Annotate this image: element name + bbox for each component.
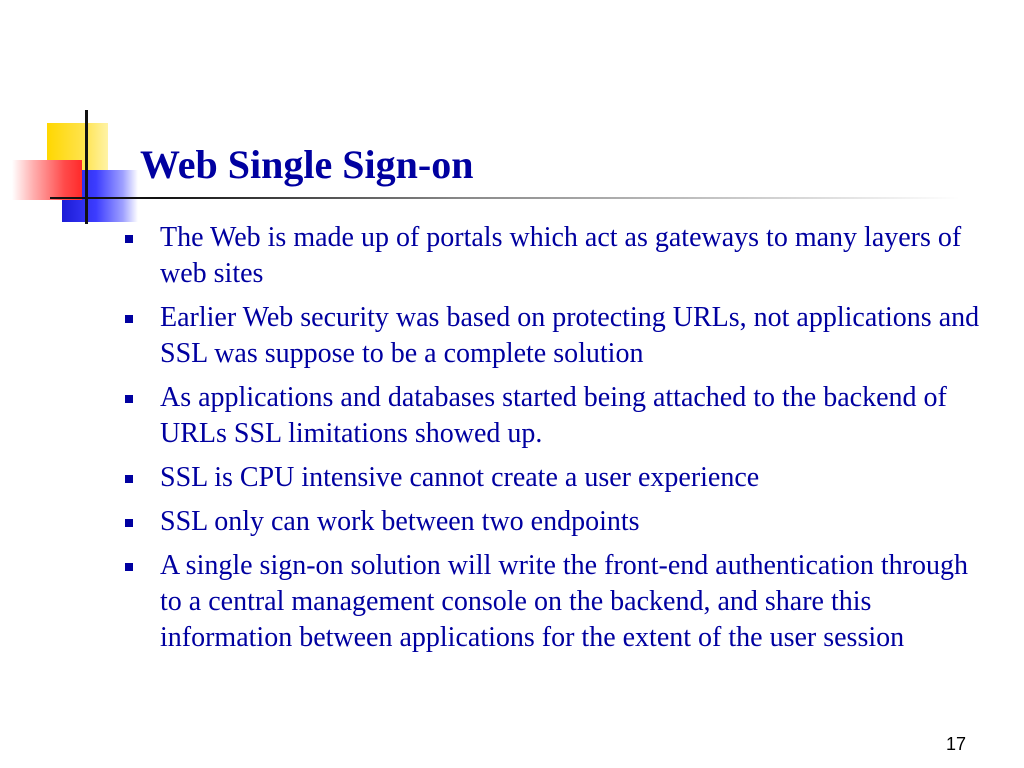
title-underline: [50, 197, 960, 199]
square-bullet-icon: [125, 395, 133, 403]
bullet-item: [122, 220, 982, 292]
bullet-text: A single sign-on solution will write the front-end authentication through to a central management console on the backend, and share this information between applications for the extent of the user session: [160, 550, 968, 653]
bullet-item: [122, 504, 982, 540]
decorative-red-block: [12, 160, 82, 200]
page-number: 17: [945, 734, 966, 754]
bullet-item: [122, 300, 982, 372]
square-bullet-icon: [125, 315, 133, 323]
decorative-vertical-line: [85, 110, 88, 224]
square-bullet-icon: [125, 519, 133, 527]
bullet-list: [122, 220, 982, 664]
bullet-text: SSL is CPU intensive cannot create a user experience: [160, 462, 760, 493]
bullet-item: [122, 380, 982, 452]
bullet-text: Earlier Web security was based on protecting URLs, not applications and SSL was suppose to be a complete solution: [160, 302, 980, 369]
slide-title: Web Single Sign-on: [140, 142, 474, 187]
square-bullet-icon: [125, 475, 133, 483]
bullet-text: As applications and databases started being attached to the backend of URLs SSL limitations showed up.: [160, 382, 947, 449]
square-bullet-icon: [125, 563, 133, 571]
square-bullet-icon: [125, 235, 133, 243]
bullet-text: The Web is made up of portals which act as gateways to many layers of web sites: [160, 222, 962, 289]
bullet-item: [122, 460, 982, 496]
bullet-item: [122, 548, 982, 656]
bullet-text: SSL only can work between two endpoints: [160, 506, 640, 537]
